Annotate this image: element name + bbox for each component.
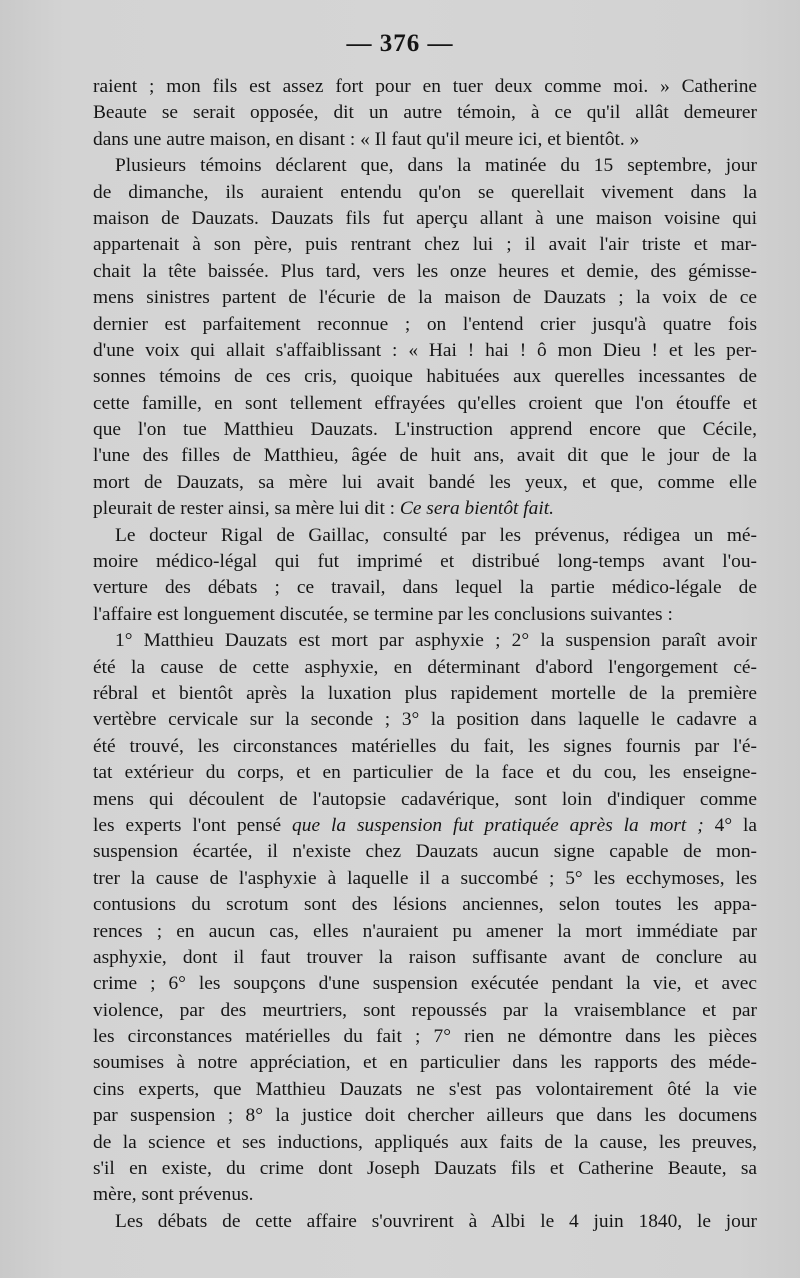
text-line: l'affaire est longuement discutée, se termine par les conclusions suivantes :	[93, 603, 673, 625]
text-line: asphyxie, dont il faut trouver la raison suffisante avant de conclure au	[93, 946, 757, 968]
text-line: cins experts, que Matthieu Dauzats ne s'est pas volontairement ôté la vie	[93, 1078, 757, 1100]
text-line: d'une voix qui allait s'affaiblissant : « Hai ! hai ! ô mon Dieu ! et les per-	[93, 339, 757, 361]
text-line: Le docteur Rigal de Gaillac, consulté par les prévenus, rédigea un mé-	[115, 524, 757, 546]
italic-phrase: que la suspension fut pratiquée après la mort ;	[292, 814, 704, 836]
text-line	[93, 813, 757, 839]
text-segment: les experts l'ont pensé	[93, 814, 293, 836]
text-line: sonnes témoins de ces cris, quoique habituées aux querelles incessantes de	[93, 366, 757, 388]
page-number: — 376 —	[346, 30, 454, 57]
text-line: par suspension ; 8° la justice doit chercher ailleurs que dans les documens	[93, 1105, 757, 1127]
text-line: contusions du scrotum sont des lésions anciennes, selon toutes les appa-	[93, 894, 757, 916]
text-line: rébral et bientôt après la luxation plus rapidement mortelle de la première	[93, 682, 757, 704]
text-line	[93, 496, 757, 522]
text-line: chait la tête baissée. Plus tard, vers les onze heures et demie, des gémisse-	[93, 260, 757, 282]
text-line: été la cause de cette asphyxie, en déterminant d'abord l'engorgement cé-	[93, 656, 757, 678]
text-line: moire médico-légal qui fut imprimé et distribué long-temps avant l'ou-	[93, 551, 757, 573]
text-line: Plusieurs témoins déclarent que, dans la matinée du 15 septembre, jour	[115, 155, 757, 177]
text-line: dans une autre maison, en disant : « Il faut qu'il meure ici, et bientôt. »	[93, 128, 640, 150]
text-line: rences ; en aucun cas, elles n'auraient pu amener la mort immédiate par	[93, 920, 757, 942]
text-line: 1° Matthieu Dauzats est mort par asphyxie ; 2° la suspension paraît avoir	[115, 630, 757, 652]
text-line: été trouvé, les circonstances matérielles du fait, les signes fournis par l'é-	[93, 735, 757, 757]
text-line: les circonstances matérielles du fait ; 7° rien ne démontre dans les pièces	[93, 1026, 757, 1048]
text-line: dernier est parfaitement reconnue ; on l'entend crier jusqu'à quatre fois	[93, 313, 757, 335]
text-line: de dimanche, ils auraient entendu qu'on se querellait vivement dans la	[93, 181, 757, 203]
text-line: l'une des filles de Matthieu, âgée de huit ans, avait dit que le jour de la	[93, 445, 757, 467]
text-line: mens sinistres partent de l'écurie de la maison de Dauzats ; la voix de ce	[93, 287, 757, 309]
text-line: soumises à notre appréciation, et en particulier dans les rapports des méde-	[93, 1052, 757, 1074]
text-line: tat extérieur du corps, et en particulier de la face et du cou, les enseigne-	[93, 762, 757, 784]
text-line: mort de Dauzats, sa mère lui avait bandé les yeux, et que, comme elle	[93, 471, 757, 493]
text-line: cette famille, en sont tellement effrayées qu'elles croient que l'on étouffe et	[93, 392, 757, 414]
text-line: verture des débats ; ce travail, dans lequel la partie médico-légale de	[93, 577, 757, 599]
text-line: Les débats de cette affaire s'ouvrirent à Albi le 4 juin 1840, le jour	[115, 1210, 757, 1232]
text-line: trer la cause de l'asphyxie à laquelle il a succombé ; 5° les ecchymoses, les	[93, 867, 757, 889]
text-line: vertèbre cervicale sur la seconde ; 3° la position dans laquelle le cadavre a	[93, 709, 757, 731]
text-line: Beaute se serait opposée, dit un autre témoin, à ce qu'il allât demeurer	[93, 102, 757, 124]
text-line: raient ; mon fils est assez fort pour en tuer deux comme moi. » Catherine	[93, 76, 757, 97]
text-line: s'il en existe, du crime dont Joseph Dauzats fils et Catherine Beaute, sa	[93, 1158, 757, 1180]
text-segment: pleurait de rester ainsi, sa mère lui dit :	[93, 498, 400, 520]
text-line: maison de Dauzats. Dauzats fils fut aperçu allant à une maison voisine qui	[93, 207, 757, 229]
text-line: mens qui découlent de l'autopsie cadavérique, sont loin d'indiquer comme	[93, 788, 757, 810]
body-text	[93, 74, 757, 1235]
text-line: de la science et ses inductions, appliqués aux faits de la cause, les preuves,	[93, 1131, 757, 1153]
text-segment: 4° la	[703, 814, 757, 836]
text-line: que l'on tue Matthieu Dauzats. L'instruction apprend encore que Cécile,	[93, 419, 757, 441]
italic-phrase: Ce sera bientôt fait.	[399, 498, 554, 520]
text-line: appartenait à son père, puis rentrant chez lui ; il avait l'air triste et mar-	[93, 234, 757, 256]
text-line: mère, sont prévenus.	[93, 1184, 254, 1206]
text-line: violence, par des meurtriers, sont repoussés par la vraisemblance et par	[93, 999, 757, 1021]
text-line: suspension écartée, il n'existe chez Dauzats aucun signe capable de mon-	[93, 841, 757, 863]
text-line: crime ; 6° les soupçons d'une suspension exécutée pendant la vie, et avec	[93, 973, 757, 995]
